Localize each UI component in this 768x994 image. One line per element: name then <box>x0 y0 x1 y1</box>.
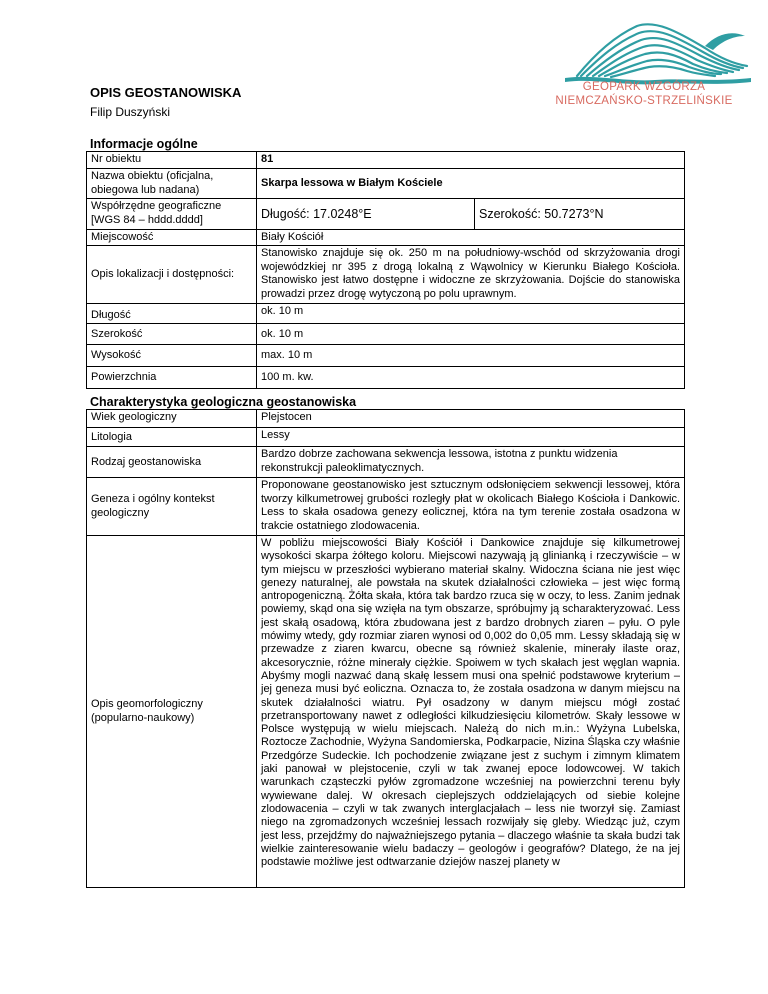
table-row <box>87 447 685 478</box>
table-row <box>87 410 685 428</box>
row-label: Długość <box>87 304 257 324</box>
table-row <box>87 230 685 246</box>
general-info-table <box>86 151 685 389</box>
row-value: ok. 10 m <box>257 304 685 324</box>
row-label: Opis lokalizacji i dostępności: <box>87 246 257 304</box>
row-label: Współrzędne geograficzne [WGS 84 – hddd.dddd] <box>87 199 257 230</box>
row-label: Powierzchnia <box>87 367 257 389</box>
row-label: Geneza i ogólny kontekst geologiczny <box>87 478 257 536</box>
row-value: Skarpa lessowa w Białym Kościele <box>257 169 685 199</box>
table-row <box>87 428 685 447</box>
document-author: Filip Duszyński <box>90 105 171 119</box>
table-row <box>87 169 685 199</box>
row-value: W pobliżu miejscowości Biały Kościół i Dankowice znajduje się kilkumetrowej wysokości skarpa żółtego koloru. Miejscowi nazywają ją glinianką i rzeczywiście – w tym miejscu w przeszłości wybierano materiał skalny. Widoczna ściana nie jest więc genezy naturalnej, ale powstała na skutek działalności człowieka – jest więc formą antropogeniczną. Żółta skała, która tak bardzo rzuca się w oczy, to less. Zanim jednak powiemy, skąd ona się wzięła na tym obszarze, spróbujmy ją scharakteryzować. Less jest skałą osadową, która zbudowana jest z bardzo drobnych ziaren – pyłu. O pyle mówimy wtedy, gdy rozmiar ziaren wynosi od 0,002 do 0,05 mm. Lessy składają się w przewadze z ziaren kwarcu, obecne są również skalenie, minerały ilaste oraz, akcesorycznie, różne minerały ciężkie. Spoiwem w tych skałach jest węglan wapnia. Abyśmy mogli nazwać daną skałę lessem musi ona spełnić podstawowe kryterium – jej geneza musi być eoliczna. Oznacza to, że została osadzona w danym miejscu na skutek działalności wiatru. Pył osadzony w danym miejscu mógł zostać przetransportowany nawet z odległości kilkudziesięciu kilometrów. Skały lessowe w Polsce występują w wielu miejscach. Należą do nich m.in.: Wyżyna Lubelska, Roztocze Zachodnie, Wyżyna Sandomierska, Podkarpacie, Nizina Śląska czy właśnie Przedgórze Sudeckie. Ich pochodzenie związane jest z suchym i zimnym klimatem jaki panował w plejstocenie, czyli w tak zwanej epoce lodowcowej. W takich warunkach cząsteczki pyłów zgromadzone wcześniej na powierzchni terenu były wywiewane dalej. W okresach cieplejszych oddzielających od siebie kolejne zlodowacenia – czyli w tak zwanych interglacjałach – less nie tworzył się. Zamiast niego na zgromadzonych wcześniej lessach rozwijały się gleby. Wiedząc już, czym jest less, przejdźmy do najważniejszego pytania – dlaczego właśnie ta skała budzi tak wielkie zainteresowanie wielu badaczy – geologów i geografów? Dlatego, że na jej podstawie możliwe jest odtwarzanie dziejów naszej planety w <box>257 536 685 888</box>
table-row <box>87 199 685 230</box>
row-value: Lessy <box>257 428 685 447</box>
section-heading-geology: Charakterystyka geologiczna geostanowiska <box>90 395 357 409</box>
geology-table <box>86 409 685 888</box>
row-value: ok. 10 m <box>257 324 685 345</box>
table-row <box>87 152 685 169</box>
row-label: Miejscowość <box>87 230 257 246</box>
row-value: Proponowane geostanowisko jest sztucznym odsłonięciem sekwencji lessowej, która tworzy kilkumetrowej grubości rozległy płat w okolicach Białego Kościoła i Dankowic. Less to skała osadowa genezy eolicznej, która na tym terenie została osadzona w trakcie ostatniego zlodowacenia. <box>257 478 685 536</box>
row-label: Opis geomorfologiczny (popularno-naukowy) <box>87 536 257 888</box>
row-label: Nr obiektu <box>87 152 257 169</box>
table-row <box>87 345 685 367</box>
row-value: 81 <box>257 152 685 169</box>
row-value: 100 m. kw. <box>257 367 685 389</box>
row-value: max. 10 m <box>257 345 685 367</box>
table-row <box>87 324 685 345</box>
row-label: Wysokość <box>87 345 257 367</box>
row-label: Litologia <box>87 428 257 447</box>
row-value: Stanowisko znajduje się ok. 250 m na południowy-wschód od skrzyżowania drogi wojewódzkiej nr 395 z drogą lokalną z Wąwolnicy w Kierunku Białego Kościoła. Stanowisko jest łatwo dostępne i widoczne ze skrzyżowania. Dojście do stanowiska prowadzi przez drogę wytyczoną po polu uprawnym. <box>257 246 685 304</box>
row-label: Wiek geologiczny <box>87 410 257 428</box>
geopark-logo-text <box>555 80 733 108</box>
section-heading-general: Informacje ogólne <box>90 137 198 151</box>
logo-line-2: NIEMCZAŃSKO-STRZELIŃSKIE <box>555 95 733 107</box>
table-row <box>87 478 685 536</box>
table-row <box>87 367 685 389</box>
latitude-value: Szerokość: 50.7273°N <box>475 199 685 230</box>
row-label: Rodzaj geostanowiska <box>87 447 257 478</box>
row-value: Bardzo dobrze zachowana sekwencja lessowa, istotna z punktu widzenia rekonstrukcji paleoklimatycznych. <box>257 447 685 478</box>
table-row <box>87 536 685 888</box>
document-title: OPIS GEOSTANOWISKA <box>90 85 242 100</box>
table-row <box>87 246 685 304</box>
row-value: Plejstocen <box>257 410 685 428</box>
row-value: Biały Kościół <box>257 230 685 246</box>
row-label: Szerokość <box>87 324 257 345</box>
logo-line-1: GEOPARK WZGÓRZA <box>582 81 706 93</box>
longitude-value: Długość: 17.0248°E <box>257 199 475 230</box>
row-label: Nazwa obiektu (oficjalna, obiegowa lub nadana) <box>87 169 257 199</box>
table-row <box>87 304 685 324</box>
